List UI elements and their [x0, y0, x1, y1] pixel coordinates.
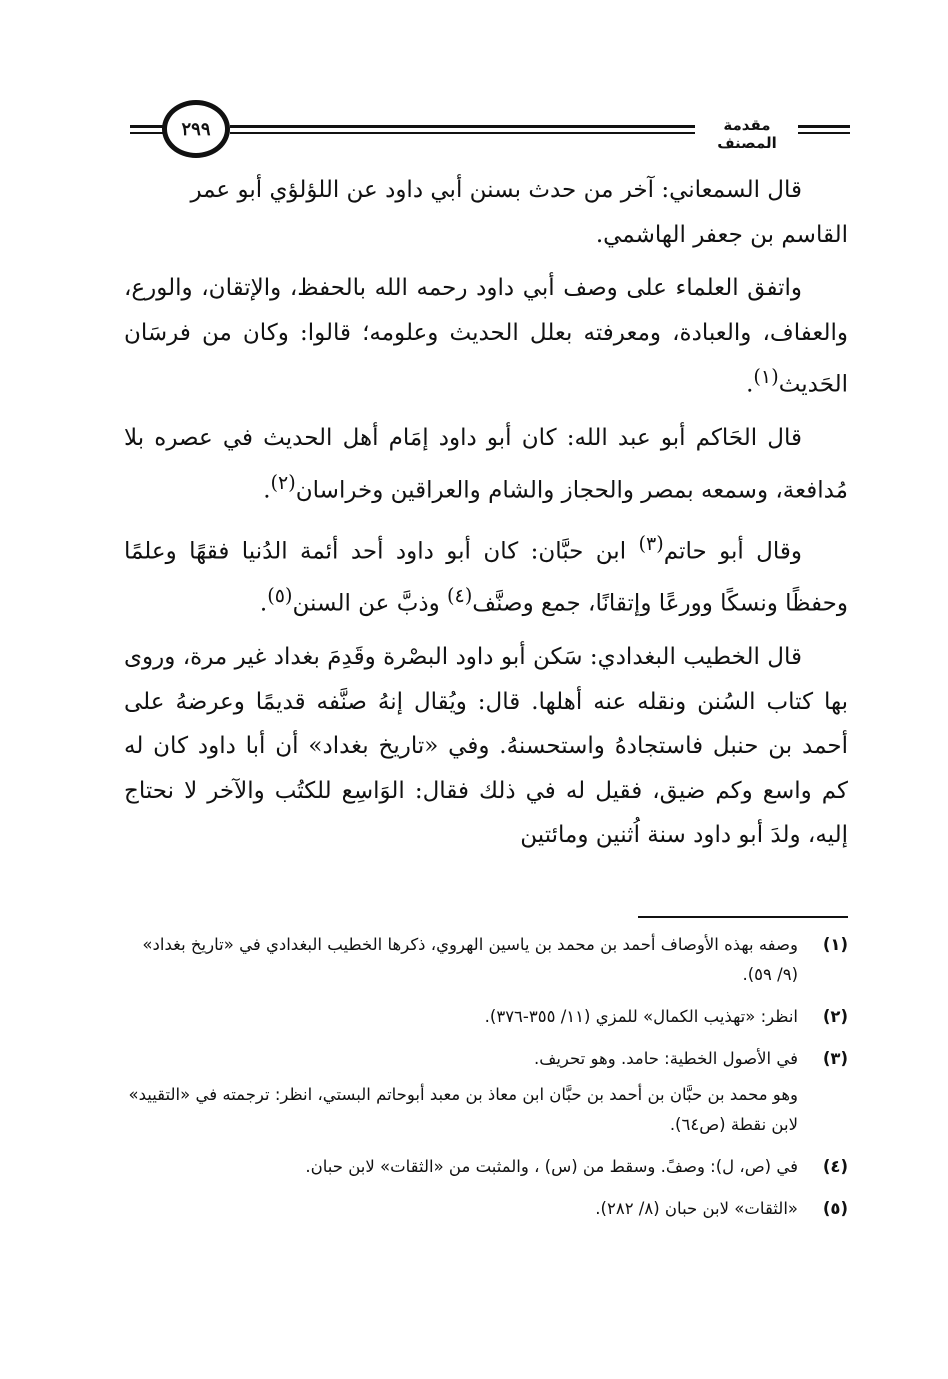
- paragraph-5-text: قال الخطيب البغدادي: سَكن أبو داود البصْرة وقَدِمَ بغداد غير مرة، وروى بها كتاب السُنن ونقله عنه أهلها. قال: ويُقال إنهُ صنَّفه قديمًا وعرضهُ على أحمد بن حنبل فاستجادهُ واستحسنهُ. وفي «تاريخ بغداد» أن أبا داود كان له كم واسع وكم ضيق، فقيل له في ذلك فقال: الوَاسِع للكتُب والآخر لا نحتاج إليه، ولدَ أبو داود سنة اُثنين ومائتين: [124, 644, 848, 849]
- paragraph-5: [124, 635, 848, 858]
- footnote-ref-2[interactable]: (٢): [270, 470, 296, 494]
- footnote-3: [124, 1044, 848, 1074]
- footnotes: [124, 930, 848, 1236]
- footnote-4: [124, 1152, 848, 1182]
- footnote-5: [124, 1194, 848, 1224]
- footnote-ref-4[interactable]: (٤): [447, 583, 473, 607]
- footnote-3-continuation: وهو محمد بن حبَّان بن أحمد بن حبَّان ابن معاذ بن معبد أبوحاتم البستي، انظر: ترجمته في «التقييد» لابن نقطة (ص٦٤).: [128, 1085, 798, 1134]
- running-title: مقدمة المصنف: [717, 116, 777, 152]
- paragraph-3: قال الحَاكم أبو عبد الله: كان أبو داود إمَام أهل الحديث في عصره بلا مُدافعة، وسمعه بمصر والحجاز والشام والعراقين وخراسان$^{(٢)}$.: [124, 425, 848, 504]
- paragraph-4-text-b: ابن حبَّان: كان أبو داود أحد أئمة الدُنيا فقهًا وعلمًا وحفظًا ونسكًا وورعًا وإتقانًا، جمع وصنَّف: [124, 538, 848, 617]
- page-number: ٢٩٩: [162, 100, 230, 158]
- footnote-2: [124, 1002, 848, 1032]
- paragraph-1: [124, 168, 848, 257]
- footnote-text: «الثقات» لابن حبان (٨/ ٢٨٢).: [595, 1199, 798, 1218]
- footnote-1: [124, 930, 848, 990]
- paragraph-3-text: قال الحَاكم أبو عبد الله: كان أبو داود إمَام أهل الحديث في عصره بلا مُدافعة، وسمعه بمصر والحجاز والشام والعراقين وخراسان: [124, 425, 848, 504]
- footnote-text: في الأصول الخطية: حامد. وهو تحريف.: [534, 1049, 798, 1068]
- paragraph-1-line-2: القاسم بن جعفر الهاشمي.: [595, 221, 848, 248]
- paragraph-4: وقال أبو حاتم$^{(٣)}$ ابن حبَّان: كان أبو داود أحد أئمة الدُنيا فقهًا وعلمًا وحفظًا ونسكًا وورعًا وإتقانًا، جمع وصنَّف$^{(٤)}$ وذبَّ عن السنن$^{(٥)}$.: [124, 531, 848, 617]
- footnote-ref-1[interactable]: (١): [753, 365, 779, 388]
- paragraph-1-line-1: قال السمعاني: آخر من حدث بسنن أبي داود عن اللؤلؤي أبو عمر: [190, 177, 802, 203]
- paragraph-2-text: واتفق العلماء على وصف أبي داود رحمه الله بالحفظ، والإتقان، والورع، والعفاف، والعبادة، ومعرفته بعلل الحديث وعلومه؛ قالوا: وكان من فرسَان الحَديث: [124, 275, 848, 398]
- header-rule: [798, 125, 850, 128]
- main-text: [124, 168, 848, 867]
- footnote-text: انظر: «تهذيب الكمال» للمزي (١١/ ٣٥٥-٣٧٦).: [484, 1007, 798, 1026]
- paragraph-2: واتفق العلماء على وصف أبي داود رحمه الله بالحفظ، والإتقان، والورع، والعفاف، والعبادة، ومعرفته بعلل الحديث وعلومه؛ قالوا: وكان من فرسَان الحَديث$^{(١)}$.: [124, 275, 848, 398]
- footnote-number: (٣): [822, 1049, 848, 1068]
- paragraph-4-text-a: وقال أبو حاتم: [663, 538, 802, 565]
- header-rule: [798, 132, 850, 134]
- footnote-text: في (ص، ل): وصفً. وسقط من (س) ، والمثبت من «الثقات» لابن حبان.: [305, 1157, 798, 1176]
- footnote-number: (٢): [822, 1007, 848, 1026]
- footnote-number: (١): [822, 935, 848, 954]
- header-rule: [130, 132, 165, 134]
- footnote-number: (٥): [822, 1199, 848, 1218]
- paragraph-4-text-c: وذبَّ عن السنن: [292, 590, 448, 617]
- page-header: [120, 92, 850, 172]
- footnote-ref-5[interactable]: (٥): [267, 583, 293, 607]
- header-rule: [130, 125, 165, 128]
- footnote-ref-3[interactable]: (٣): [638, 531, 664, 555]
- header-rule: [230, 125, 695, 128]
- footnote-separator: [638, 916, 848, 918]
- header-rule: [230, 132, 695, 134]
- footnote-number: (٤): [822, 1157, 848, 1176]
- footnote-text: وصفه بهذه الأوصاف أحمد بن محمد بن ياسين الهروي، ذكرها الخطيب البغدادي في «تاريخ بغداد» (٩/ ٥٩).: [142, 935, 798, 984]
